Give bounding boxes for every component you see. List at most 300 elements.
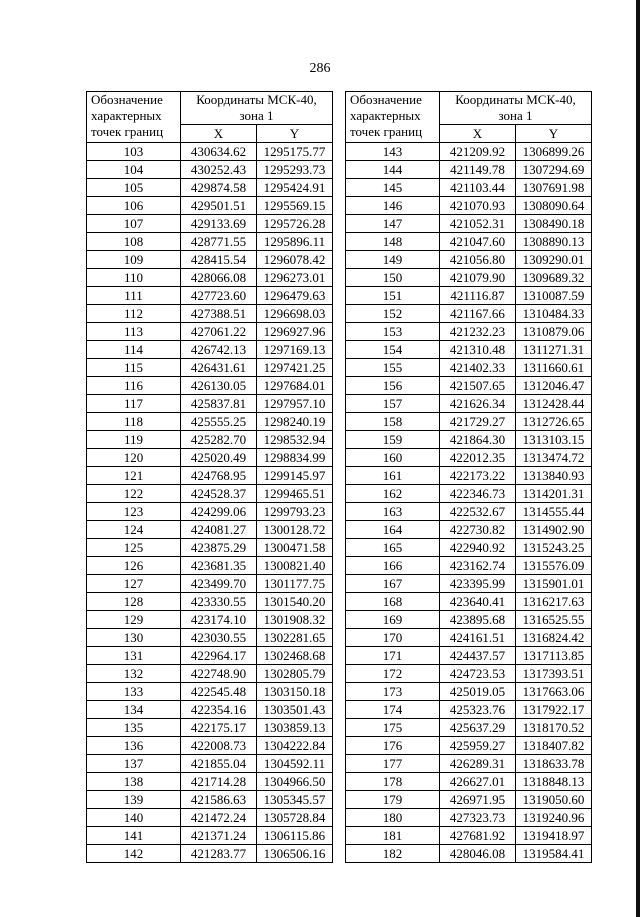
point-number-cell: 149 [346,251,440,269]
point-number-cell: 175 [346,719,440,737]
table-row [87,647,333,665]
point-number-cell: 164 [346,521,440,539]
point-number-cell: 106 [87,197,181,215]
y-coordinate-cell: 1303501.43 [257,701,333,719]
point-number-cell: 117 [87,395,181,413]
point-number-cell: 135 [87,719,181,737]
y-coordinate-cell: 1300128.72 [257,521,333,539]
table-row [346,377,592,395]
y-coordinate-cell: 1306115.86 [257,827,333,845]
y-coordinate-cell: 1314555.44 [516,503,592,521]
point-number-cell: 123 [87,503,181,521]
x-coordinate-cell: 421167.66 [440,305,516,323]
x-coordinate-cell: 425020.49 [181,449,257,467]
y-coordinate-cell: 1307691.98 [516,179,592,197]
table-row [87,197,333,215]
table-row [346,323,592,341]
y-coordinate-cell: 1301177.75 [257,575,333,593]
x-coordinate-cell: 421079.90 [440,269,516,287]
table-row [87,845,333,863]
table-row [87,683,333,701]
point-number-cell: 182 [346,845,440,863]
point-number-cell: 157 [346,395,440,413]
x-coordinate-cell: 427323.73 [440,809,516,827]
table-row [87,629,333,647]
designation-header-line: Обозначение [350,92,422,107]
point-number-cell: 156 [346,377,440,395]
point-number-cell: 104 [87,161,181,179]
point-number-cell: 108 [87,233,181,251]
point-number-cell: 162 [346,485,440,503]
table-row [346,665,592,683]
table-row [346,413,592,431]
coordinates-table-right [345,91,592,863]
table-row [87,161,333,179]
y-coordinate-cell: 1296927.96 [257,323,333,341]
table-row [87,773,333,791]
coordinates-header-line: Координаты МСК-40, [196,92,317,107]
table-row [346,809,592,827]
x-coordinate-cell: 429874.58 [181,179,257,197]
x-coordinate-cell: 425637.29 [440,719,516,737]
point-number-cell: 169 [346,611,440,629]
coordinates-header [440,92,592,125]
table-row [346,503,592,521]
point-number-cell: 118 [87,413,181,431]
table-row [346,575,592,593]
x-coordinate-cell: 430252.43 [181,161,257,179]
point-number-cell: 110 [87,269,181,287]
y-coordinate-cell: 1309689.32 [516,269,592,287]
y-coordinate-cell: 1303150.18 [257,683,333,701]
table-row [87,575,333,593]
y-coordinate-cell: 1316217.63 [516,593,592,611]
x-coordinate-cell: 421714.28 [181,773,257,791]
table-row [346,611,592,629]
x-coordinate-cell: 421864.30 [440,431,516,449]
x-column-header: X [181,125,257,143]
point-number-cell: 154 [346,341,440,359]
table-row [346,791,592,809]
y-coordinate-cell: 1303859.13 [257,719,333,737]
y-coordinate-cell: 1318170.52 [516,719,592,737]
y-coordinate-cell: 1308090.64 [516,197,592,215]
point-number-cell: 105 [87,179,181,197]
point-number-cell: 107 [87,215,181,233]
point-number-cell: 165 [346,539,440,557]
table-row [87,755,333,773]
point-number-cell: 166 [346,557,440,575]
y-coordinate-cell: 1297684.01 [257,377,333,395]
table-row [346,629,592,647]
x-coordinate-cell: 423499.70 [181,575,257,593]
coordinates-header-line: Координаты МСК-40, [455,92,576,107]
x-coordinate-cell: 421116.87 [440,287,516,305]
table-row [87,485,333,503]
point-number-cell: 128 [87,593,181,611]
y-coordinate-cell: 1302468.68 [257,647,333,665]
x-coordinate-cell: 422346.73 [440,485,516,503]
table-row [87,737,333,755]
x-coordinate-cell: 423681.35 [181,557,257,575]
point-number-cell: 130 [87,629,181,647]
table-row [87,287,333,305]
point-number-cell: 124 [87,521,181,539]
y-coordinate-cell: 1301540.20 [257,593,333,611]
table-row [87,809,333,827]
table-row [87,359,333,377]
x-coordinate-cell: 430634.62 [181,143,257,161]
y-coordinate-cell: 1313840.93 [516,467,592,485]
point-number-cell: 168 [346,593,440,611]
x-coordinate-cell: 424437.57 [440,647,516,665]
x-coordinate-cell: 422175.17 [181,719,257,737]
x-coordinate-cell: 422545.48 [181,683,257,701]
table-row [346,431,592,449]
x-coordinate-cell: 423875.29 [181,539,257,557]
y-coordinate-cell: 1296078.42 [257,251,333,269]
x-coordinate-cell: 421586.63 [181,791,257,809]
x-coordinate-cell: 423174.10 [181,611,257,629]
y-coordinate-cell: 1316824.42 [516,629,592,647]
y-column-header: Y [516,125,592,143]
table-row [346,485,592,503]
table-row [87,449,333,467]
table-row [87,719,333,737]
designation-header-line: точек границ [91,124,164,139]
x-coordinate-cell: 421047.60 [440,233,516,251]
x-coordinate-cell: 421283.77 [181,845,257,863]
x-coordinate-cell: 425323.76 [440,701,516,719]
x-column-header: X [440,125,516,143]
point-number-cell: 111 [87,287,181,305]
x-coordinate-cell: 424528.37 [181,485,257,503]
x-coordinate-cell: 421402.33 [440,359,516,377]
x-coordinate-cell: 426431.61 [181,359,257,377]
point-number-cell: 143 [346,143,440,161]
x-coordinate-cell: 421310.48 [440,341,516,359]
table-row [87,395,333,413]
point-number-cell: 177 [346,755,440,773]
x-coordinate-cell: 422940.92 [440,539,516,557]
point-number-cell: 114 [87,341,181,359]
x-coordinate-cell: 421855.04 [181,755,257,773]
x-coordinate-cell: 421729.27 [440,413,516,431]
point-number-cell: 178 [346,773,440,791]
y-coordinate-cell: 1318848.13 [516,773,592,791]
table-row [346,593,592,611]
table-row [87,179,333,197]
point-number-cell: 144 [346,161,440,179]
y-coordinate-cell: 1301908.32 [257,611,333,629]
y-coordinate-cell: 1298240.19 [257,413,333,431]
y-coordinate-cell: 1297169.13 [257,341,333,359]
point-number-cell: 161 [346,467,440,485]
table-row [346,755,592,773]
y-coordinate-cell: 1295896.11 [257,233,333,251]
x-coordinate-cell: 421052.31 [440,215,516,233]
point-number-cell: 181 [346,827,440,845]
y-coordinate-cell: 1310484.33 [516,305,592,323]
table-row [87,665,333,683]
x-coordinate-cell: 428415.54 [181,251,257,269]
y-coordinate-cell: 1313103.15 [516,431,592,449]
x-coordinate-cell: 427723.60 [181,287,257,305]
scan-edge [636,0,640,917]
point-number-cell: 180 [346,809,440,827]
y-coordinate-cell: 1314902.90 [516,521,592,539]
y-coordinate-cell: 1319584.41 [516,845,592,863]
point-number-cell: 140 [87,809,181,827]
table-row [87,611,333,629]
point-number-cell: 176 [346,737,440,755]
table-row [346,845,592,863]
table-row [346,737,592,755]
x-coordinate-cell: 421209.92 [440,143,516,161]
table-row [87,413,333,431]
table-row [346,233,592,251]
table-row [346,395,592,413]
table-row [346,449,592,467]
x-coordinate-cell: 421056.80 [440,251,516,269]
point-number-cell: 120 [87,449,181,467]
y-coordinate-cell: 1304222.84 [257,737,333,755]
table-row [87,701,333,719]
point-number-cell: 147 [346,215,440,233]
coordinates-table-left [86,91,333,863]
point-number-cell: 115 [87,359,181,377]
y-coordinate-cell: 1302805.79 [257,665,333,683]
x-coordinate-cell: 424299.06 [181,503,257,521]
point-number-cell: 125 [87,539,181,557]
table-row [87,143,333,161]
x-coordinate-cell: 421507.65 [440,377,516,395]
coordinates-header-line: зона 1 [498,108,533,123]
point-number-cell: 133 [87,683,181,701]
y-coordinate-cell: 1295175.77 [257,143,333,161]
x-coordinate-cell: 423640.41 [440,593,516,611]
y-coordinate-cell: 1296479.63 [257,287,333,305]
point-number-cell: 126 [87,557,181,575]
table-row [87,215,333,233]
y-coordinate-cell: 1295726.28 [257,215,333,233]
y-coordinate-cell: 1297957.10 [257,395,333,413]
y-coordinate-cell: 1314201.31 [516,485,592,503]
point-number-cell: 113 [87,323,181,341]
point-number-cell: 109 [87,251,181,269]
y-coordinate-cell: 1306506.16 [257,845,333,863]
y-coordinate-cell: 1315576.09 [516,557,592,575]
x-coordinate-cell: 425019.05 [440,683,516,701]
x-coordinate-cell: 425282.70 [181,431,257,449]
table-row [346,341,592,359]
x-coordinate-cell: 422964.17 [181,647,257,665]
y-coordinate-cell: 1310087.59 [516,287,592,305]
table-row [346,269,592,287]
y-coordinate-cell: 1317113.85 [516,647,592,665]
table-row [346,827,592,845]
point-number-cell: 155 [346,359,440,377]
coordinates-header [181,92,333,125]
x-coordinate-cell: 423330.55 [181,593,257,611]
y-coordinate-cell: 1298532.94 [257,431,333,449]
point-number-cell: 160 [346,449,440,467]
x-coordinate-cell: 422173.22 [440,467,516,485]
y-coordinate-cell: 1307294.69 [516,161,592,179]
x-coordinate-cell: 426742.13 [181,341,257,359]
y-coordinate-cell: 1308490.18 [516,215,592,233]
x-coordinate-cell: 424081.27 [181,521,257,539]
y-coordinate-cell: 1318633.78 [516,755,592,773]
x-coordinate-cell: 422012.35 [440,449,516,467]
point-number-cell: 172 [346,665,440,683]
x-coordinate-cell: 427681.92 [440,827,516,845]
point-number-cell: 153 [346,323,440,341]
y-coordinate-cell: 1308890.13 [516,233,592,251]
x-coordinate-cell: 422730.82 [440,521,516,539]
y-coordinate-cell: 1299145.97 [257,467,333,485]
point-number-cell: 152 [346,305,440,323]
designation-header-line: точек границ [350,124,423,139]
y-coordinate-cell: 1312046.47 [516,377,592,395]
point-number-cell: 139 [87,791,181,809]
point-number-cell: 127 [87,575,181,593]
x-coordinate-cell: 421149.78 [440,161,516,179]
table-row [346,647,592,665]
table-row [87,341,333,359]
y-coordinate-cell: 1319418.97 [516,827,592,845]
y-column-header: Y [257,125,333,143]
table-row [87,269,333,287]
point-number-cell: 167 [346,575,440,593]
table-row [346,215,592,233]
table-row [346,539,592,557]
x-coordinate-cell: 427061.22 [181,323,257,341]
y-coordinate-cell: 1305345.57 [257,791,333,809]
table-row [87,521,333,539]
x-coordinate-cell: 426627.01 [440,773,516,791]
table-row [87,377,333,395]
point-number-cell: 170 [346,629,440,647]
table-row [346,287,592,305]
point-number-cell: 132 [87,665,181,683]
x-coordinate-cell: 421103.44 [440,179,516,197]
x-coordinate-cell: 421472.24 [181,809,257,827]
y-coordinate-cell: 1311271.31 [516,341,592,359]
y-coordinate-cell: 1297421.25 [257,359,333,377]
table-row [346,305,592,323]
y-coordinate-cell: 1296273.01 [257,269,333,287]
table-row [87,593,333,611]
x-coordinate-cell: 422532.67 [440,503,516,521]
point-number-cell: 158 [346,413,440,431]
point-number-cell: 138 [87,773,181,791]
y-coordinate-cell: 1318407.82 [516,737,592,755]
point-number-cell: 148 [346,233,440,251]
y-coordinate-cell: 1300821.40 [257,557,333,575]
point-number-cell: 131 [87,647,181,665]
point-number-cell: 150 [346,269,440,287]
table-row [87,323,333,341]
point-number-cell: 145 [346,179,440,197]
table-row [87,233,333,251]
point-number-cell: 136 [87,737,181,755]
designation-header-line: характерных [350,108,421,123]
x-coordinate-cell: 422008.73 [181,737,257,755]
table-row [87,503,333,521]
point-number-cell: 146 [346,197,440,215]
table-row [346,719,592,737]
y-coordinate-cell: 1310879.06 [516,323,592,341]
table-row [87,791,333,809]
table-row [346,467,592,485]
y-coordinate-cell: 1295569.15 [257,197,333,215]
y-coordinate-cell: 1317922.17 [516,701,592,719]
x-coordinate-cell: 423162.74 [440,557,516,575]
table-row [346,359,592,377]
x-coordinate-cell: 429501.51 [181,197,257,215]
table-row [87,431,333,449]
point-number-cell: 121 [87,467,181,485]
table-row [346,521,592,539]
point-number-cell: 103 [87,143,181,161]
point-number-cell: 129 [87,611,181,629]
designation-header [87,92,181,143]
table-row [87,539,333,557]
x-coordinate-cell: 428046.08 [440,845,516,863]
y-coordinate-cell: 1296698.03 [257,305,333,323]
y-coordinate-cell: 1315243.25 [516,539,592,557]
page-number: 286 [309,61,331,76]
y-coordinate-cell: 1312428.44 [516,395,592,413]
point-number-cell: 137 [87,755,181,773]
x-coordinate-cell: 423895.68 [440,611,516,629]
x-coordinate-cell: 426971.95 [440,791,516,809]
x-coordinate-cell: 428771.55 [181,233,257,251]
y-coordinate-cell: 1319050.60 [516,791,592,809]
y-coordinate-cell: 1317393.51 [516,665,592,683]
point-number-cell: 142 [87,845,181,863]
y-coordinate-cell: 1315901.01 [516,575,592,593]
y-coordinate-cell: 1317663.06 [516,683,592,701]
x-coordinate-cell: 427388.51 [181,305,257,323]
y-coordinate-cell: 1313474.72 [516,449,592,467]
point-number-cell: 116 [87,377,181,395]
x-coordinate-cell: 426289.31 [440,755,516,773]
table-row [346,179,592,197]
x-coordinate-cell: 421371.24 [181,827,257,845]
y-coordinate-cell: 1295424.91 [257,179,333,197]
x-coordinate-cell: 425555.25 [181,413,257,431]
point-number-cell: 163 [346,503,440,521]
y-coordinate-cell: 1298834.99 [257,449,333,467]
designation-header-line: характерных [91,108,162,123]
y-coordinate-cell: 1305728.84 [257,809,333,827]
x-coordinate-cell: 426130.05 [181,377,257,395]
x-coordinate-cell: 425837.81 [181,395,257,413]
table-row [346,683,592,701]
x-coordinate-cell: 425959.27 [440,737,516,755]
point-number-cell: 122 [87,485,181,503]
point-number-cell: 112 [87,305,181,323]
table-row [346,197,592,215]
y-coordinate-cell: 1302281.65 [257,629,333,647]
table-row [87,251,333,269]
y-coordinate-cell: 1299793.23 [257,503,333,521]
point-number-cell: 151 [346,287,440,305]
table-row [87,467,333,485]
y-coordinate-cell: 1300471.58 [257,539,333,557]
